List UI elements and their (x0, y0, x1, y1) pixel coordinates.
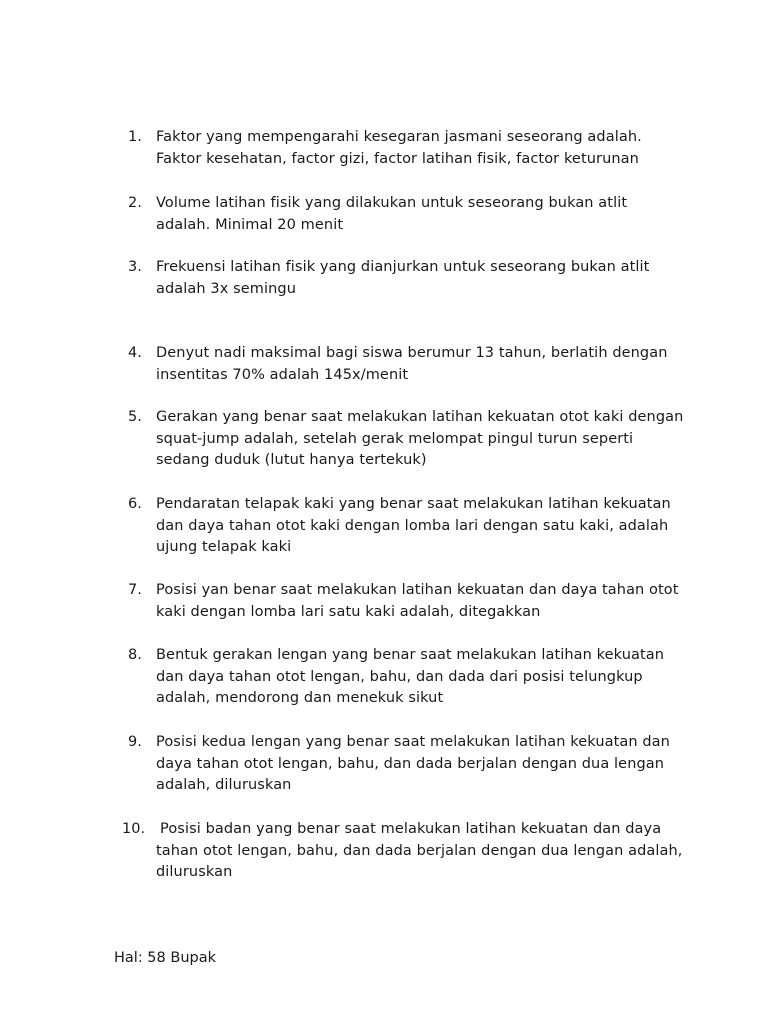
item-number: 2. (128, 195, 142, 211)
item-line: Faktor kesehatan, factor gizi, factor latihan fisik, factor keturunan (156, 150, 639, 167)
item-text (156, 127, 676, 170)
item-text (156, 732, 676, 797)
item-line: Posisi yan benar saat melakukan latihan kekuatan dan daya tahan otot (156, 582, 679, 598)
item-number: 8. (128, 647, 142, 663)
item-line: adalah. Minimal 20 menit (156, 216, 344, 233)
item-number: 6. (128, 496, 142, 512)
page-footer: Hal: 58 Bupak (114, 950, 216, 966)
item-line: Volume latihan fisik yang dilakukan untuk seseorang bukan atlit (156, 195, 628, 211)
item-number: 3. (128, 259, 142, 275)
item-text (156, 494, 676, 559)
item-number: 4. (128, 345, 142, 361)
item-line: tahan otot lengan, bahu, dan dada berjalan dengan dua lengan adalah, (156, 842, 683, 859)
item-line: Frekuensi latihan fisik yang dianjurkan untuk seseorang bukan atlit (156, 259, 650, 275)
item-line: diluruskan (156, 864, 233, 880)
item-line: Posisi kedua lengan yang benar saat melakukan latihan kekuatan dan (156, 734, 670, 750)
item-text (156, 257, 676, 300)
item-line: adalah, mendorong dan menekuk sikut (156, 690, 444, 706)
item-text (156, 819, 683, 884)
item-text (156, 343, 676, 386)
item-text (156, 645, 676, 710)
item-number: 5. (128, 409, 142, 425)
item-line: Posisi badan yang benar saat melakukan latihan kekuatan dan daya (160, 821, 662, 837)
item-line: squat-jump adalah, setelah gerak melompat pingul turun seperti (156, 430, 634, 447)
item-number: 7. (128, 582, 142, 598)
item-text (156, 193, 676, 236)
item-number: 10. (122, 821, 146, 837)
item-line: insentitas 70% adalah 145x/menit (156, 366, 409, 383)
item-line: adalah, diluruskan (156, 777, 292, 793)
item-line: daya tahan otot lengan, bahu, dan dada berjalan dengan dua lengan (156, 755, 665, 772)
item-line: dan daya tahan otot kaki dengan lomba lari dengan satu kaki, adalah (156, 517, 669, 534)
item-text (156, 407, 684, 472)
item-line: Faktor yang mempengarahi kesegaran jasmani seseorang adalah. (156, 129, 642, 145)
item-line: ujung telapak kaki (156, 539, 292, 555)
item-number: 9. (128, 734, 142, 750)
item-line: dan daya tahan otot lengan, bahu, dan dada dari posisi telungkup (156, 668, 643, 685)
item-line: Denyut nadi maksimal bagi siswa berumur 13 tahun, berlatih dengan (156, 345, 668, 361)
item-line: kaki dengan lomba lari satu kaki adalah, ditegakkan (156, 603, 541, 620)
item-text (156, 580, 679, 623)
item-line: Gerakan yang benar saat melakukan latihan kekuatan otot kaki dengan (156, 409, 684, 425)
item-line: sedang duduk (lutut hanya tertekuk) (156, 452, 427, 468)
item-number: 1. (128, 129, 142, 145)
item-line: Pendaratan telapak kaki yang benar saat melakukan latihan kekuatan (156, 496, 671, 512)
item-line: Bentuk gerakan lengan yang benar saat melakukan latihan kekuatan (156, 647, 665, 663)
item-line: adalah 3x semingu (156, 280, 297, 297)
